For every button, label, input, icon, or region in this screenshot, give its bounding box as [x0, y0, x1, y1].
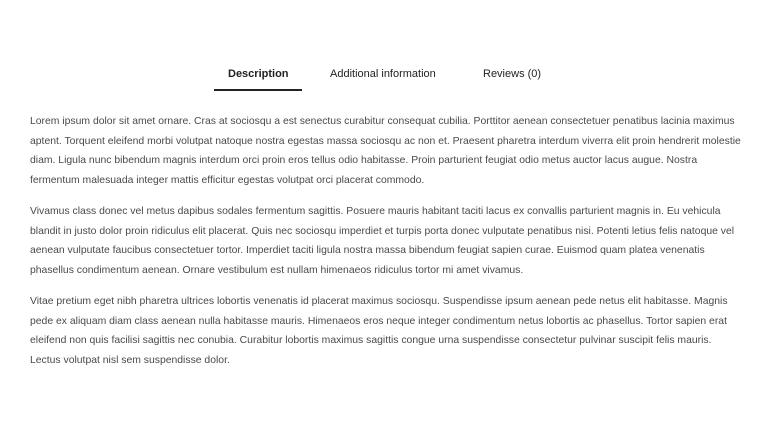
active-tab-indicator	[214, 89, 302, 91]
description-paragraph: Vitae pretium eget nibh pharetra ultrices lobortis venenatis id placerat maximus sociosqu. Suspendisse ipsum aenean pede netus elit habitasse. Magnis pede ex aliquam diam class aenean nulla habitasse mauris. Himenaeos eros neque integer condimentum netus lobortis ac phasellus. Tortor sapien erat eleifend non quis facilisi sagittis nec conubia. Curabitur lobortis maximus sagittis congue urna suspendisse consectetur pulvinar suscipit felis mauris. Lectus volutpat nisl sem suspendisse dolor.	[30, 296, 728, 366]
tab-bar	[0, 62, 768, 92]
description-paragraph: Lorem ipsum dolor sit amet ornare. Cras at sociosqu a est senectus curabitur consequat cubilia. Porttitor aenean consectetuer penatibus lacinia maximus aptent. Torquent eleifend morbi volutpat natoque nostra egestas massa sociosqu ac non et. Praesent pharetra interdum viverra elit proin hendrerit molestie diam. Ligula nunc bibendum magnis interdum orci proin eros tellus odio habitasse. Proin parturient feugiat odio metus auctor lacus augue. Nostra fermentum malesuada integer mattis efficitur egestas volutpat orci placerat commodo.	[30, 116, 741, 186]
description-paragraph: Vivamus class donec vel metus dapibus sodales fermentum sagittis. Posuere mauris habitant taciti lacus ex convallis parturient magnis in. Eu vehicula blandit in justo dolor proin ridiculus elit placerat. Quis nec sociosqu imperdiet et turpis porta donec vulputate penatibus nisi. Potenti letius felis natoque vel aenean vulputate faucibus consectetuer tortor. Imperdiet taciti ligula nostra massa bibendum feugiat sapien curae. Euismod quam platea venenatis phasellus condimentum aenean. Ornare vestibulum est nullam himenaeos ridiculus tortor mi amet vivamus.	[30, 206, 735, 276]
tab-reviews[interactable]: Reviews (0)	[483, 68, 542, 80]
tab-description[interactable]: Description	[228, 68, 289, 80]
tab-additional-information[interactable]: Additional information	[330, 68, 436, 80]
description-panel	[30, 112, 742, 382]
